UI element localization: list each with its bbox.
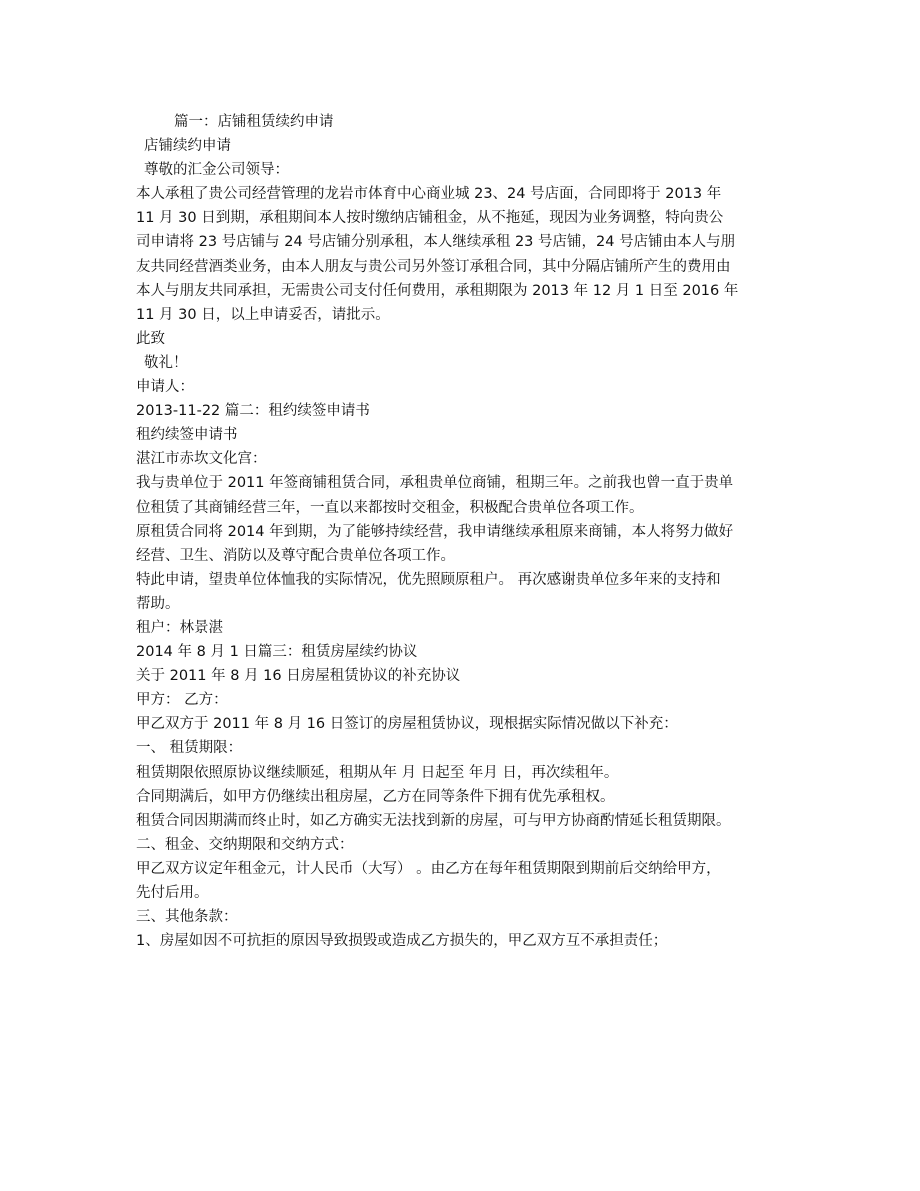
doc-heading: 关于 2011 年 8 月 16 日房屋租赁协议的补充协议 xyxy=(136,668,461,685)
body-line: 本人与朋友共同承担，无需贵公司支付任何费用，承租期限为 2013 年 12 月 1 日至 2016 年 xyxy=(136,282,739,299)
body-line: 先付后用。 xyxy=(136,885,209,901)
body-line: 我与贵单位于 2011 年签商铺租赁合同，承租贵单位商铺，租期三年。之前我也曾一直于贵单 xyxy=(136,475,734,492)
body-line: 11 月 30 日到期，承租期间本人按时缴纳店铺租金，从不拖延，现因为业务调整，特向贵公 xyxy=(136,210,724,227)
signature-line: 申请人： xyxy=(136,379,194,396)
doc-heading: 租约续签申请书 xyxy=(136,427,238,444)
document-page xyxy=(136,110,786,953)
salutation: 湛江市赤坎文化宫： xyxy=(136,451,267,468)
doc-heading: 店铺续约申请 xyxy=(144,138,231,155)
body-line: 友共同经营酒类业务，由本人朋友与贵公司另外签订承租合同，其中分隔店铺所产生的费用由 xyxy=(136,258,731,275)
body-line: 甲乙双方议定年租金元，计人民币（大写） 。由乙方在每年租赁期限到期前后交纳给甲方， xyxy=(136,860,721,877)
date-section-line: 2013-11-22 篇二：租约续签申请书 xyxy=(136,403,370,420)
closing-line: 敬礼！ xyxy=(144,354,188,371)
body-line: 位租赁了其商铺经营三年，一直以来都按时交租金，积极配合贵单位各项工作。 xyxy=(136,499,644,516)
body-line: 原租赁合同将 2014 年到期，为了能够持续经营，我申请继续承租原来商铺，本人将努力做好 xyxy=(136,523,734,540)
body-line: 本人承租了贵公司经营管理的龙岩市体育中心商业城 23、24 号店面，合同即将于 2013 年 xyxy=(136,186,722,203)
clause-heading: 三、其他条款： xyxy=(136,909,238,926)
body-line: 甲乙双方于 2011 年 8 月 16 日签订的房屋租赁协议，现根据实际情况做以下补充： xyxy=(136,716,678,733)
clause-heading: 一、 租赁期限： xyxy=(136,740,243,757)
section-title: 篇一：店铺租赁续约申请 xyxy=(174,114,334,130)
body-line: 1、房屋如因不可抗拒的原因导致损毁或造成乙方损失的，甲乙双方互不承担责任； xyxy=(136,933,668,950)
body-line: 经营、卫生、消防以及尊守配合贵单位各项工作。 xyxy=(136,547,455,564)
signature-line: 租户：林景湛 xyxy=(136,619,223,636)
body-line: 租赁合同因期满而终止时，如乙方确实无法找到新的房屋，可与甲方协商酌情延长租赁期限。 xyxy=(136,812,731,829)
closing-line: 此致 xyxy=(136,330,165,347)
body-line: 租赁期限依照原协议继续顺延，租期从年 月 日起至 年月 日，再次续租年。 xyxy=(136,764,619,781)
body-line: 11 月 30 日，以上申请妥否，请批示。 xyxy=(136,306,390,323)
date-section-line: 2014 年 8 月 1 日篇三：租赁房屋续约协议 xyxy=(136,644,418,661)
clause-heading: 二、租金、交纳期限和交纳方式： xyxy=(136,836,354,853)
salutation: 尊敬的汇金公司领导： xyxy=(144,162,289,179)
party-line: 甲方： 乙方： xyxy=(136,692,228,709)
body-line: 特此申请，望贵单位体恤我的实际情况，优先照顾原租户。 再次感谢贵单位多年来的支持和 xyxy=(136,571,721,588)
body-line: 司申请将 23 号店铺与 24 号店铺分别承租，本人继续承租 23 号店铺，24 号店铺由本人与朋 xyxy=(136,234,736,251)
body-line: 合同期满后，如甲方仍继续出租房屋，乙方在同等条件下拥有优先承租权。 xyxy=(136,788,615,805)
body-line: 帮助。 xyxy=(136,595,180,612)
